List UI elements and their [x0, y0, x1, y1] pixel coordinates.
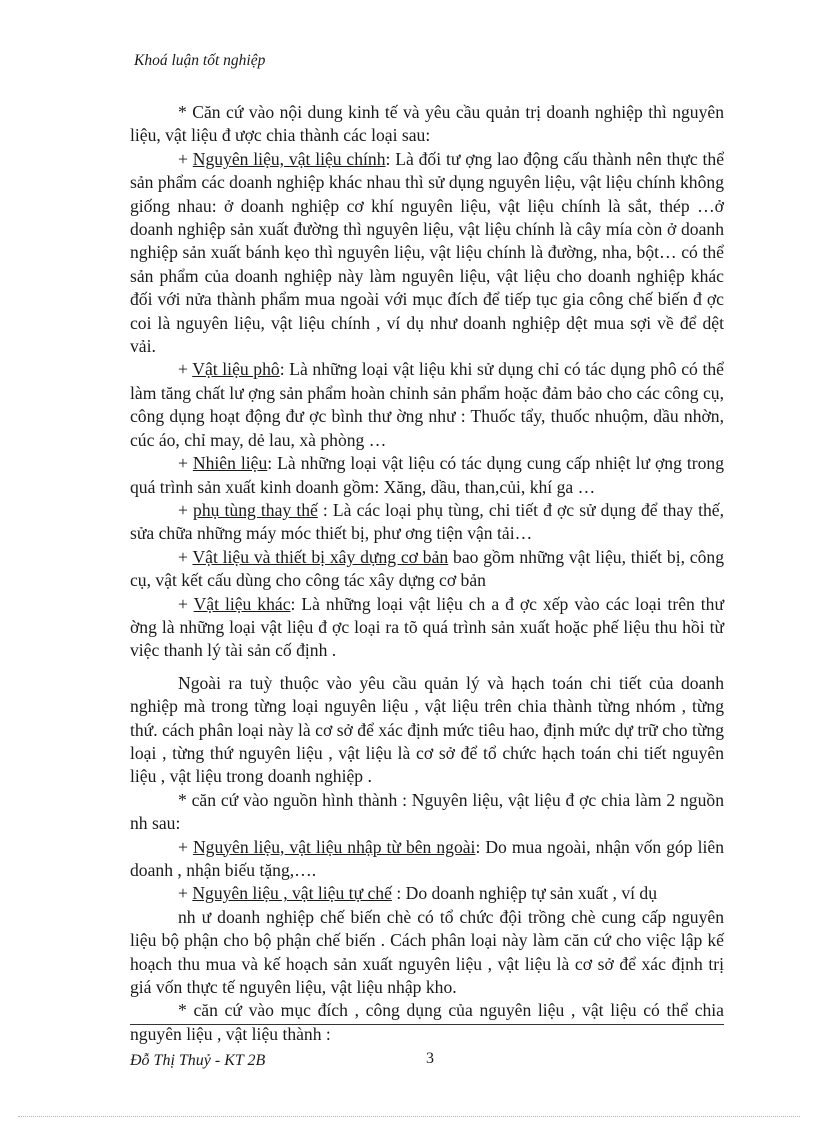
category-heading: Nguyên liệu , vật liệu tự chế	[192, 883, 392, 904]
document-body	[130, 101, 724, 1046]
bullet-prefix: +	[178, 359, 193, 380]
paragraph	[130, 672, 724, 789]
page-number: 3	[426, 1050, 434, 1067]
bullet-prefix: +	[178, 453, 193, 474]
category-heading: Vật liệu và thiết bị xây dựng cơ bản	[192, 546, 449, 567]
paragraph	[130, 101, 724, 148]
paragraph-text: * Căn cứ vào nội dung kinh tế và yêu cầu quản trị doanh nghiệp thì nguyên liệu, vật liệu đ ược chia thành các loại sau:	[130, 102, 724, 146]
paragraph	[130, 906, 724, 1000]
page-boundary	[18, 1116, 800, 1117]
paragraph	[130, 999, 724, 1046]
paragraph	[130, 452, 724, 499]
paragraph-text: * căn cứ vào mục đích , công dụng của nguyên liệu , vật liệu có thể chia nguyên liệu , vật liệu thành :	[130, 1000, 724, 1044]
paragraph	[130, 148, 724, 359]
paragraph-text: : Do mua ngoài, nhận vốn góp liên doanh , nhận biếu tặng,….	[130, 836, 724, 880]
footer-divider	[130, 1024, 724, 1025]
paragraph	[130, 836, 724, 883]
paragraph-text: * căn cứ vào nguồn hình thành : Nguyên liệu, vật liệu đ ợc chia làm 2 nguồn nh sau:	[130, 789, 724, 834]
paragraph-text: nh ư doanh nghiệp chế biến chè có tổ chức đội trồng chè cung cấp nguyên liệu bộ phận cho bộ phận chế biến . Cách phân loại này làm căn cứ cho việc lập kế hoạch thu mua và kế hoạch sản xuất nguyên liệu , vật liệu là cơ sở để xác định trị giá vốn thực tế nguyên liệu, vật liệu nhập kho.	[130, 906, 724, 998]
paragraph-text: : Là những loại vật liệu khi sử dụng chỉ có tác dụng phô có thể làm tăng chất lư ợng sản phẩm hoàn chỉnh sản phẩm hoặc đảm bảo cho các công cụ, công dụng hoạt động đư ợc bình thư ờng như : Thuốc tẩy, thuốc nhuộm, dầu nhờn, cúc áo, chỉ may, dẻ lau, xà phòng …	[130, 359, 724, 450]
paragraph-text: : Là những loại vật liệu có tác dụng cung cấp nhiệt lư ợng trong quá trình sản xuất kinh doanh gồm: Xăng, dầu, than,củi, khí ga …	[130, 453, 724, 497]
paragraph	[130, 358, 724, 452]
category-heading: Vật liệu phô	[192, 359, 280, 380]
paragraph-text: : Do doanh nghiệp tự sản xuất , ví dụ	[391, 883, 658, 904]
category-heading: Nguyên liệu, vật liệu nhập từ bên ngoài	[192, 836, 476, 857]
bullet-prefix: +	[178, 836, 193, 857]
paragraph	[130, 499, 724, 546]
category-heading: Vật liệu khác	[193, 593, 291, 614]
paragraph	[130, 546, 724, 593]
page-header: Khoá luận tốt nghiệp	[134, 52, 266, 69]
bullet-prefix: +	[178, 499, 194, 520]
paragraph-text: : Là các loại phụ tùng, chi tiết đ ợc sử dụng để thay thế, sửa chữa những máy móc thiết bị, phư ơng tiện vận tải…	[130, 499, 724, 544]
footer-author: Đỗ Thị Thuỷ - KT 2B	[130, 1052, 266, 1069]
category-heading: Nhiên liệu	[192, 453, 268, 474]
paragraph	[130, 789, 724, 836]
paragraph-text: Ngoài ra tuỳ thuộc vào yêu cầu quản lý và hạch toán chi tiết của doanh nghiệp mà trong từng loại nguyên liệu , vật liệu trên chia thành từng nhóm , từng thứ. cách phân loại này là cơ sở để xác định mức tiêu hao, định mức dự trữ cho từng loại , từng thứ nguyên liệu , vật liệu là cơ sở để tổ chức hạch toán chi tiết nguyên liệu , vật liệu trong doanh nghiệp .	[130, 672, 724, 787]
paragraph-text: : Là những loại vật liệu ch a đ ợc xếp vào các loại trên thư ờng là những loại vật liệu đ ợc loại ra tõ quá trình sản xuất hoặc phế liệu thu hồi từ việc thanh lý tài sản cố định .	[130, 593, 724, 661]
paragraph	[130, 882, 724, 905]
category-heading: phụ tùng thay thế	[193, 499, 318, 520]
paragraph	[130, 593, 724, 663]
paragraph-text: : Là đối tư ợng lao động cấu thành nên thực thể sản phẩm các doanh nghiệp khác nhau thì sử dụng nguyên liệu, vật liệu chính không giống nhau: ở doanh nghiệp cơ khí nguyên liệu, vật liệu chính là sắt, thép …ở doanh nghiệp sản xuất đường thì nguyên liệu, vật liệu chính là cây mía còn ở doanh nghiệp sản xuất bánh kẹo thì nguyên liệu, vật liệu chính là đường, nha, bột… có thể sản phẩm của doanh nghiệp này làm nguyên liệu, vật liệu cho doanh nghiệp khác đối với nửa thành phẩm mua ngoài với mục đích để tiếp tục gia công chế biến đ ợc coi là nguyên liệu, vật liệu chính , ví dụ như doanh nghiệp dệt mua sợi về để dệt vải.	[130, 148, 724, 357]
bullet-prefix: +	[178, 546, 193, 567]
paragraph-text: bao gồm những vật liệu, thiết bị, công cụ, vật kết cấu dùng cho công tác xây dựng cơ bản	[130, 546, 724, 591]
bullet-prefix: +	[178, 593, 194, 614]
bullet-prefix: +	[178, 883, 193, 904]
category-heading: Nguyên liệu, vật liệu chính	[192, 148, 386, 169]
bullet-prefix: +	[178, 148, 193, 169]
